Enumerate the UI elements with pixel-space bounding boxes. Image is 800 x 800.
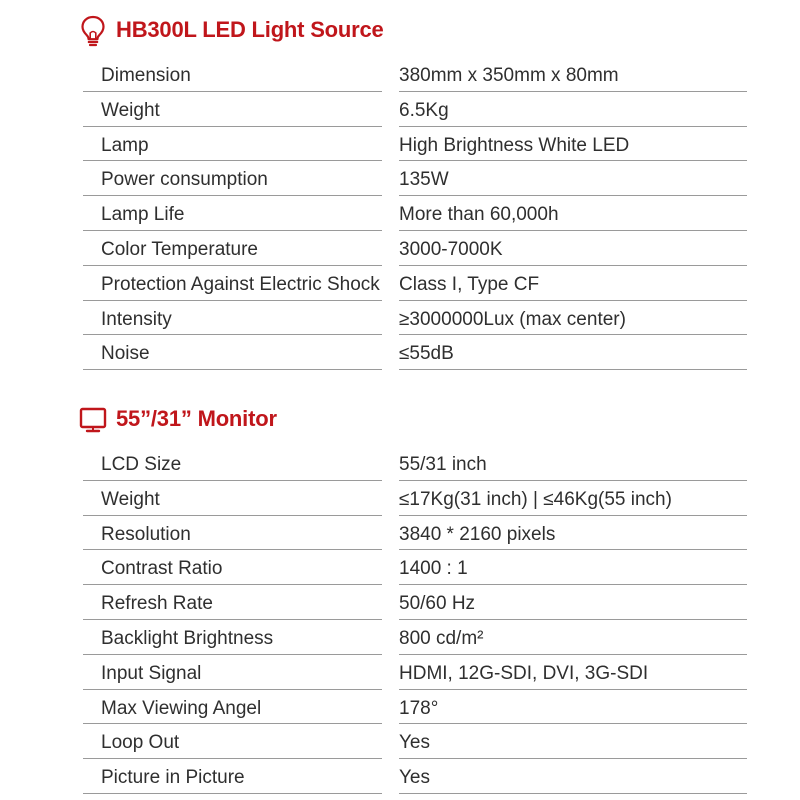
spec-value: ≤17Kg(31 inch) | ≤46Kg(55 inch)	[399, 482, 747, 516]
spec-value: 3840 * 2160 pixels	[399, 517, 747, 551]
spec-row-backlight-brightness	[0, 621, 800, 656]
spec-label: Resolution	[83, 517, 382, 551]
spec-value: Class I, Type CF	[399, 267, 747, 301]
spec-value: 800 cd/m²	[399, 621, 747, 655]
spec-value: 3000-7000K	[399, 232, 747, 266]
spec-label: Refresh Rate	[83, 586, 382, 620]
monitor-header	[0, 403, 800, 437]
spec-row-input-signal	[0, 656, 800, 691]
spec-label: Intensity	[83, 302, 382, 336]
spec-value: Yes	[399, 760, 747, 794]
spec-row-max-viewing-angel	[0, 691, 800, 726]
spec-value: 50/60 Hz	[399, 586, 747, 620]
spec-row-resolution	[0, 517, 800, 552]
spec-value: 380mm x 350mm x 80mm	[399, 58, 747, 92]
spec-label: Protection Against Electric Shock	[83, 267, 382, 301]
spec-label: Lamp Life	[83, 197, 382, 231]
light-source-spec-table	[0, 58, 800, 371]
spec-value: More than 60,000h	[399, 197, 747, 231]
spec-row-weight	[0, 93, 800, 128]
spec-value: 6.5Kg	[399, 93, 747, 127]
lightbulb-icon	[78, 14, 108, 48]
monitor-spec-table	[0, 447, 800, 795]
spec-label: Max Viewing Angel	[83, 691, 382, 725]
spec-label: Weight	[83, 482, 382, 516]
spec-value: Yes	[399, 725, 747, 759]
spec-label: Lamp	[83, 128, 382, 162]
spec-row-dimension	[0, 58, 800, 93]
spec-row-lamp	[0, 128, 800, 163]
spec-row-lcd-size	[0, 447, 800, 482]
spec-value: ≥3000000Lux (max center)	[399, 302, 747, 336]
light-source-title: HB300L LED Light Source	[116, 17, 384, 42]
spec-label: Power consumption	[83, 162, 382, 196]
light-source-section	[0, 14, 800, 365]
spec-row-weight	[0, 482, 800, 517]
spec-value: High Brightness White LED	[399, 128, 747, 162]
spec-value: 1400 : 1	[399, 551, 747, 585]
spec-label: Weight	[83, 93, 382, 127]
spec-label: Loop Out	[83, 725, 382, 759]
spec-row-intensity	[0, 302, 800, 337]
spec-row-contrast-ratio	[0, 551, 800, 586]
monitor-section	[0, 403, 800, 789]
spec-label: Color Temperature	[83, 232, 382, 266]
spec-row-color-temperature	[0, 232, 800, 267]
spec-row-picture-in-picture	[0, 760, 800, 795]
spec-label: Noise	[83, 336, 382, 370]
spec-row-loop-out	[0, 725, 800, 760]
spec-value: ≤55dB	[399, 336, 747, 370]
spec-value: HDMI, 12G-SDI, DVI, 3G-SDI	[399, 656, 747, 690]
spec-value: 178°	[399, 691, 747, 725]
light-source-header	[0, 14, 800, 48]
spec-value: 135W	[399, 162, 747, 196]
monitor-icon	[78, 403, 108, 437]
spec-row-protection	[0, 267, 800, 302]
spec-label: Dimension	[83, 58, 382, 92]
spec-label: LCD Size	[83, 447, 382, 481]
spec-row-power-consumption	[0, 162, 800, 197]
monitor-title: 55”/31” Monitor	[116, 406, 277, 431]
spec-row-lamp-life	[0, 197, 800, 232]
spec-label: Contrast Ratio	[83, 551, 382, 585]
spec-row-refresh-rate	[0, 586, 800, 621]
spec-label: Input Signal	[83, 656, 382, 690]
spec-label: Backlight Brightness	[83, 621, 382, 655]
spec-row-noise	[0, 336, 800, 371]
spec-value: 55/31 inch	[399, 447, 747, 481]
spec-label: Picture in Picture	[83, 760, 382, 794]
